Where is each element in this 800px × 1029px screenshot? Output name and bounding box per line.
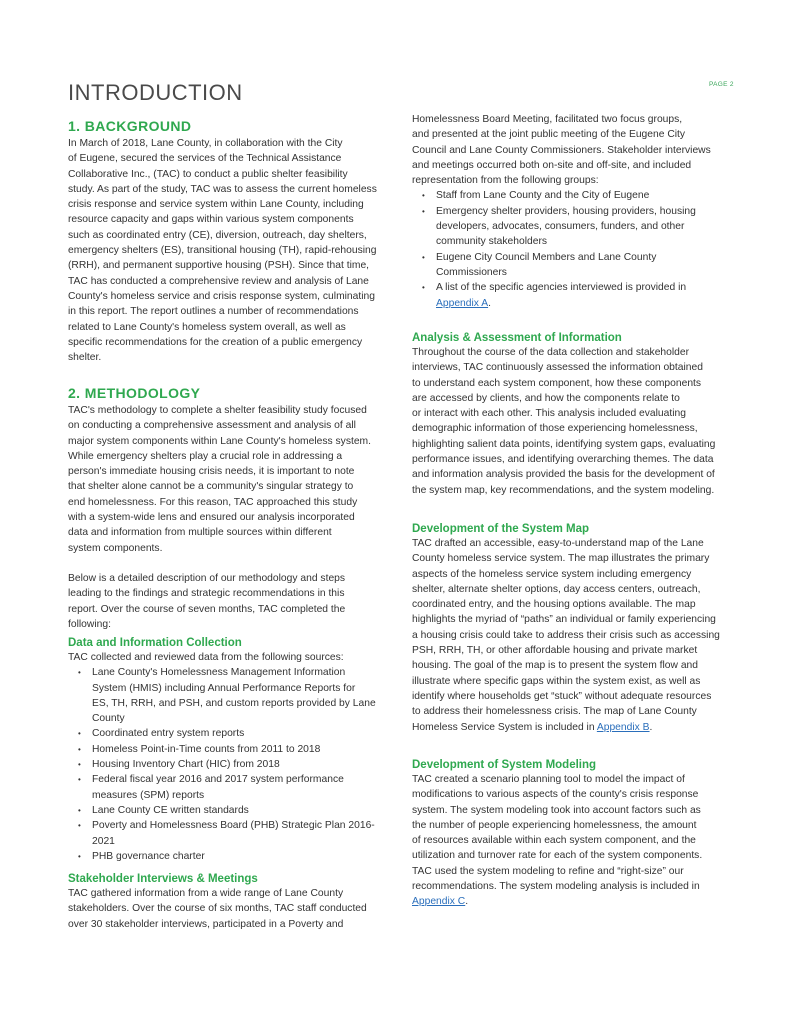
data-collection-heading: Data and Information Collection	[68, 637, 242, 649]
text-line: resource capacity and gaps within various system components	[68, 214, 354, 226]
modeling-section	[412, 759, 742, 910]
text-line: interviews, TAC continuously assessed the information obtained	[412, 362, 703, 374]
list-item: • Lane County CE written standards	[92, 803, 398, 818]
appendix-a-link[interactable]: Appendix A	[436, 297, 489, 309]
text-line: County's homeless service and crisis response system, culminating	[68, 290, 375, 302]
text-line: TAC used the system modeling to refine and “right-size” our	[412, 865, 684, 877]
text-line: County homeless service system. The map illustrates the primary	[412, 553, 710, 565]
data-collection-intro: TAC collected and reviewed data from the following sources:	[68, 652, 344, 663]
modeling-paragraph	[412, 772, 742, 910]
text-line: major system components within Lane County's homeless system.	[68, 435, 371, 447]
system-map-paragraph	[412, 536, 742, 735]
data-sources-list	[68, 665, 398, 864]
text-line: performance issues, and identifying overarching themes. The data	[412, 454, 714, 466]
text-line: Homeless Service System is included in Appendix B.	[412, 721, 653, 733]
text-line: In March of 2018, Lane County, in collaboration with the City	[68, 138, 343, 149]
list-item: • PHB governance charter	[92, 849, 398, 864]
modeling-heading: Development of System Modeling	[412, 759, 597, 771]
list-item: • Eugene City Council Members and Lane County Commissioners	[436, 250, 742, 281]
data-collection-section	[68, 637, 398, 864]
text-line: data and information from multiple sources within different	[68, 527, 332, 539]
stakeholder-continued	[412, 112, 742, 311]
text-line: While emergency shelters play a crucial role in addressing a	[68, 450, 343, 462]
text-line: highlights the myriad of “paths” an individual or family experiencing	[412, 614, 716, 626]
stakeholder-heading: Stakeholder Interviews & Meetings	[68, 873, 258, 885]
text-line: and information analysis provided the basis for the development of	[412, 469, 715, 481]
list-item: • Poverty and Homelessness Board (PHB) Strategic Plan 2016- 2021	[92, 818, 398, 849]
analysis-paragraph	[412, 345, 742, 498]
list-item: • Federal fiscal year 2016 and 2017 system performance measures (SPM) reports	[92, 772, 398, 803]
text-line: TAC has conducted a comprehensive review and analysis of Lane	[68, 275, 369, 287]
analysis-heading: Analysis & Assessment of Information	[412, 332, 622, 344]
text-line: system. The system modeling took into account factors such as	[412, 804, 701, 816]
list-item: • Staff from Lane County and the City of Eugene	[436, 188, 742, 203]
text-line: to address their homelessness crisis. The map of Lane County	[412, 706, 697, 718]
text-line: the number of people experiencing homelessness, the amount	[412, 819, 697, 831]
analysis-section	[412, 332, 742, 498]
text-line: with a system-wide lens and ensured our analysis incorporated	[68, 512, 355, 524]
text-line: such as coordinated entry (CE), diversion, outreach, day shelters,	[68, 229, 367, 241]
text-line: are accessed by clients, and how the components relate to	[412, 392, 680, 404]
methodology-section	[68, 385, 398, 632]
list-item: • Coordinated entry system reports	[92, 726, 398, 741]
stakeholder-groups-list	[412, 188, 742, 310]
text-line: Below is a detailed description of our methodology and steps	[68, 572, 346, 584]
text-line: or interact with each other. This analysis included evaluating	[412, 408, 686, 420]
text-line: illustrate where specific gaps within the system exist, as well as	[412, 675, 701, 687]
text-line: report. Over the course of seven months, TAC completed the	[68, 603, 346, 615]
text-line: emergency shelters (ES), transitional housing (TH), rapid-rehousing	[68, 245, 377, 257]
text-line: over 30 stakeholder interviews, participated in a Poverty and	[68, 918, 344, 930]
text-line: TAC gathered information from a wide range of Lane County	[68, 888, 344, 899]
text-line: PSH, RRH, TH, or other affordable housing and private market	[412, 645, 698, 657]
text-line: to understand each system component, how these components	[412, 377, 702, 389]
text-line: of resources available within each system component, and the	[412, 835, 696, 847]
list-item: • Emergency shelter providers, housing providers, housing developers, advocates, consumers, funders, and other community stakeholders	[436, 204, 742, 250]
text-line: Collaborative Inc., (TAC) to conduct a public shelter feasibility	[68, 168, 348, 180]
stakeholder-paragraph	[68, 886, 398, 932]
text-line: following:	[68, 618, 111, 630]
background-heading: 1. BACKGROUND	[68, 118, 192, 134]
text-line: specific recommendations for the creation of a public emergency	[68, 336, 363, 348]
text-line: Appendix C.	[412, 896, 469, 908]
background-paragraph	[68, 136, 398, 365]
text-line: TAC's methodology to complete a shelter feasibility study focused	[68, 405, 367, 416]
text-line: TAC drafted an accessible, easy-to-understand map of the Lane	[412, 538, 704, 549]
background-section	[68, 118, 398, 365]
text-line: utilization and turnover rate for each of the system components.	[412, 850, 703, 862]
text-line: recommendations. The system modeling analysis is included in	[412, 881, 700, 893]
text-line: end homelessness. For this reason, TAC approached this study	[68, 496, 358, 508]
text-line: and meetings occurred both on-site and off-site, and included	[412, 159, 692, 171]
text-line: of Eugene, secured the services of the Technical Assistance	[68, 153, 342, 165]
list-item: • Housing Inventory Chart (HIC) from 2018	[92, 757, 398, 772]
text-line: Homelessness Board Meeting, facilitated two focus groups,	[412, 114, 683, 125]
system-map-heading: Development of the System Map	[412, 523, 590, 535]
text-line: Council and Lane County Commissioners. Stakeholder interviews	[412, 144, 711, 156]
text-line: stakeholders. Over the course of six months, TAC staff conducted	[68, 903, 367, 915]
text-line: aspects of the homeless service system including emergency	[412, 568, 692, 580]
methodology-heading: 2. METHODOLOGY	[68, 385, 201, 401]
text-line: related to Lane County's homeless system overall, as well as	[68, 321, 346, 333]
list-item: • Homeless Point-in-Time counts from 2011 to 2018	[92, 742, 398, 757]
text-line: and presented at the joint public meeting of the Eugene City	[412, 129, 686, 141]
text-line: identify where households get “stuck” without adequate resources	[412, 690, 712, 702]
system-map-section	[412, 523, 742, 735]
text-line: that shelter alone cannot be a community's singular strategy to	[68, 481, 354, 493]
page-number: PAGE 2	[709, 81, 734, 88]
text-line: in this report. The report outlines a number of recommendations	[68, 306, 359, 318]
text-line: a housing crisis could take to address their crisis such as accessing	[412, 629, 720, 641]
text-line: demographic information of those experiencing homelessness,	[412, 423, 698, 435]
text-line: TAC created a scenario planning tool to model the impact of	[412, 774, 685, 785]
text-line: the system map, key recommendations, and the system modeling.	[412, 484, 715, 496]
text-line: on conducting a comprehensive assessment and analysis of all	[68, 420, 356, 432]
text-line: shelter.	[68, 352, 102, 364]
text-line: crisis response and service system within Lane County, including	[68, 199, 364, 211]
text-line: housing. The goal of the map is to present the system flow and	[412, 660, 699, 672]
text-line: system components.	[68, 542, 163, 554]
text-line: coordinated entry, and the housing options available. The map	[412, 599, 696, 611]
appendix-c-link[interactable]: Appendix C	[412, 896, 466, 908]
list-item: • Lane County's Homelessness Management Information System (HMIS) including Annual Performance Reports for ES, TH, RRH, and PSH, and custom reports provided by Lane County	[92, 665, 398, 726]
text-line: (RRH), and permanent supportive housing (PSH). Since that time,	[68, 260, 370, 272]
text-line: person's immediate housing crisis needs, it is important to note	[68, 466, 355, 478]
text-line: leading to the findings and strategic recommendations in this	[68, 588, 345, 600]
methodology-paragraph	[68, 403, 398, 556]
text-line: Throughout the course of the data collection and stakeholder	[412, 347, 690, 358]
text-line: study. As part of the study, TAC was to assess the current homeless	[68, 183, 377, 195]
stakeholder-section	[68, 873, 398, 932]
text-line: modifications to various aspects of the county's crisis response	[412, 789, 699, 801]
page-title: INTRODUCTION	[68, 80, 243, 105]
text-line: representation from the following groups:	[412, 175, 599, 187]
text-line: shelter, alternate shelter options, day access centers, outreach,	[412, 583, 701, 595]
methodology-paragraph-2	[68, 571, 398, 632]
appendix-b-link[interactable]: Appendix B	[596, 721, 650, 733]
text-line: highlighting salient data points, identifying system gaps, evaluating	[412, 438, 716, 450]
list-item: • A list of the specific agencies interviewed is provided in Appendix A.	[436, 280, 742, 311]
